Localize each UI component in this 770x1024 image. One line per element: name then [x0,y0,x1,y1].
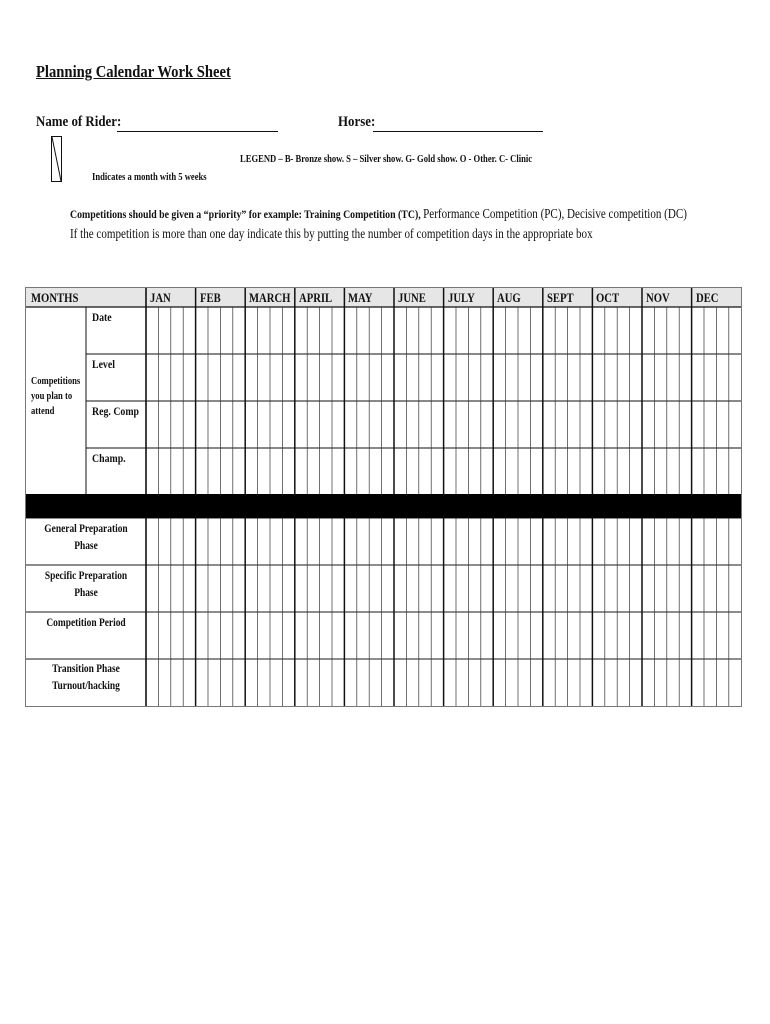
priority-note-b: Performance Competition (PC), Decisive competition (DC) [423,206,687,221]
month-header-oct: OCT [596,290,620,305]
row-label-champ: Champ. [92,451,126,465]
month-header-aug: AUG [497,290,521,305]
phase-specific-preparation: Specific Preparation Phase [44,570,128,599]
horse-label: Horse: [338,114,376,130]
phase-general-preparation: General Preparation Phase [44,523,128,552]
month-header-april: APRIL [298,290,332,305]
separator-band [26,494,741,518]
five-weeks-text: Indicates a month with 5 weeks [92,171,207,183]
month-header-nov: NOV [646,290,670,305]
phase-transition: Transition Phase Turnout/hacking [52,663,120,692]
multi-day-note: If the competition is more than one day indicate this by putting the number of competition days in the appropriate box [70,226,593,241]
planning-calendar-table [25,287,742,707]
priority-note-a: Competitions should be given a “priority” for example: Training Competition (TC), [70,207,424,221]
months-header: MONTHS [31,290,79,305]
phase-competition-period: Competition Period [46,617,126,629]
competitions-group-label: Competitions you plan to attend [31,376,81,417]
horse-line[interactable] [373,131,543,132]
row-label-reg-comp: Reg. Comp [92,404,140,418]
rider-name-line[interactable] [117,131,278,132]
month-header-may: MAY [348,290,373,305]
month-header-june: JUNE [398,290,426,305]
month-header-march: MARCH [249,290,291,305]
row-label-date: Date [92,310,112,324]
priority-note [70,206,687,222]
month-header-dec: DEC [695,290,719,305]
month-header-sept: SEPT [546,290,574,305]
month-header-july: JULY [447,290,475,305]
five-week-legend-icon [51,136,62,182]
rider-name-label: Name of Rider: [36,114,122,130]
month-header-feb: FEB [199,290,221,305]
page-title: Planning Calendar Work Sheet [36,62,231,81]
row-label-level: Level [92,357,115,371]
legend-text: LEGEND – B- Bronze show. S – Silver show. G- Gold show. O - Other. C- Clinic [240,153,533,165]
month-header-jan: JAN [150,290,171,305]
